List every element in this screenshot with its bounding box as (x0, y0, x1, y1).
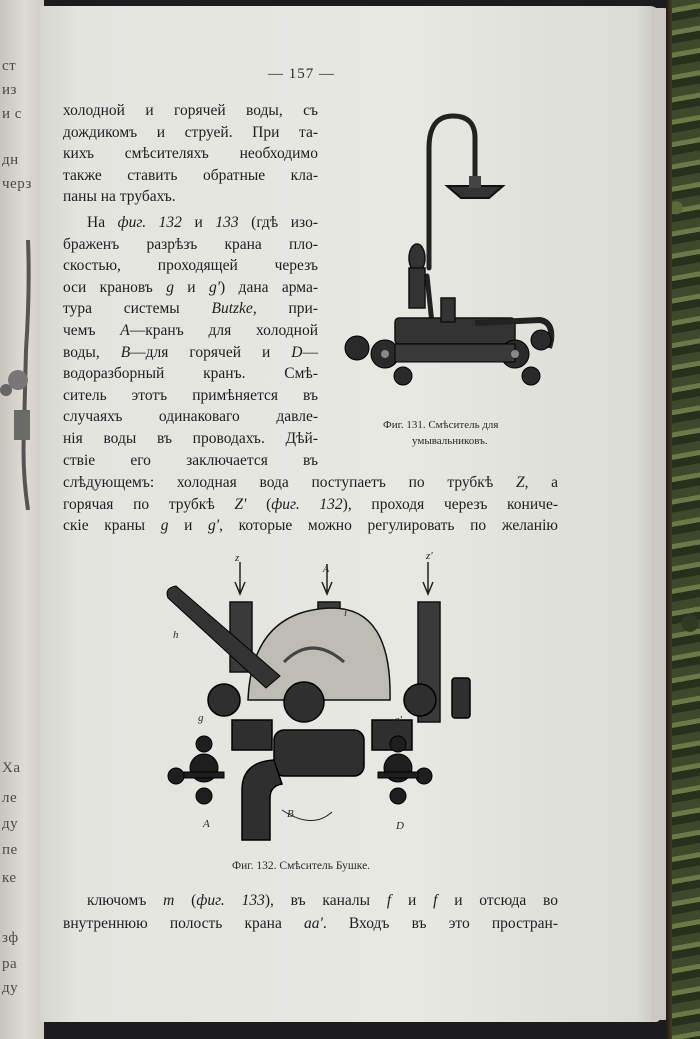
fig132-label-D: D (396, 820, 404, 832)
figure-131-illustration (335, 108, 565, 398)
previous-page-edge (0, 0, 44, 1039)
previous-page-fragment: и с (2, 106, 22, 122)
paragraph2-line: чемъ A—кранъ для холодной (63, 322, 318, 339)
previous-page-fragment: из (2, 82, 17, 98)
previous-page-fragment: ст (2, 58, 17, 74)
intro-line: холодной и горячей воды, съ (63, 102, 318, 119)
fig132-label-A: A (203, 818, 210, 830)
intro-line: кихъ смѣсителяхъ необходимо (63, 145, 318, 162)
fig132-label-i: i (344, 607, 348, 619)
paragraph2-line: воды, B—для горячей и D— (63, 343, 318, 361)
continuation-line: ключомъ m (фиг. 133), въ каналы f и f и отсюда во (87, 892, 558, 909)
figure-132-illustration (162, 550, 482, 850)
previous-page-fragment: ле (2, 790, 18, 806)
figure-131-caption-line1: Фиг. 131. Смѣситель для (383, 419, 499, 431)
paragraph2-line: скостью, проходящей черезъ (63, 257, 318, 275)
fig132-label-z-prime: z' (426, 550, 433, 562)
previous-page-fragment: зф (2, 930, 19, 946)
intro-line: также ставить обратные кла- (63, 166, 318, 184)
paragraph2-line: нiя воды въ проводахъ. Дѣй- (63, 430, 318, 447)
previous-page-fragment: ке (2, 870, 17, 886)
body-line: скiе краны g и g', которые можно регулировать по желанiю (63, 517, 558, 534)
previous-page-fragment: ра (2, 956, 18, 972)
intro-line: дождикомъ и струей. При та- (63, 123, 318, 141)
fig132-label-g: g (198, 712, 204, 724)
paragraph2-line: ситель этотъ примѣняется въ (63, 386, 318, 404)
continuation-line: внутреннюю полость крана aa'. Входъ въ это простран- (63, 915, 558, 932)
paragraph2-line: На фиг. 132 и 133 (гдѣ изо- (87, 214, 318, 231)
paragraph2-line: браженъ разрѣзъ крана пло- (63, 235, 318, 253)
paragraph2-line: тура системы Butzke, при- (63, 300, 318, 318)
intro-line: паны на трубахъ. (63, 188, 176, 205)
previous-page-fragment: ду (2, 980, 19, 996)
previous-page-fragment: пе (2, 842, 18, 858)
fig132-label-g-prime: g' (394, 714, 402, 726)
fig132-label-B: B (287, 808, 294, 820)
body-line: горячая по трубкѣ Z' (фиг. 132), проходя черезъ кониче- (63, 495, 558, 513)
fig132-label-h: h (173, 629, 179, 641)
fig132-label-center: A (323, 564, 330, 575)
paragraph2-line: водоразборный кранъ. Смѣ- (63, 365, 318, 383)
paragraph2-line: случаяхъ одинаковаго давле- (63, 408, 318, 426)
previous-page-fragment: ду (2, 816, 19, 832)
previous-page-fragment: Xa (2, 760, 21, 776)
paragraph2-line: оси крановъ g и g') дана арма- (63, 278, 318, 296)
previous-page-fragment: дн (2, 152, 19, 168)
figure-131-caption-line2: умывальниковъ. (412, 435, 488, 447)
body-line: слѣдующемъ: холодная вода поступаетъ по трубкѣ Z, а (63, 474, 559, 491)
fig132-label-z: z (235, 552, 240, 564)
previous-page-fragment: черз (2, 176, 32, 192)
page-number: — 157 — (268, 66, 335, 82)
book-cover (666, 0, 700, 1039)
figure-132-caption: Фиг. 132. Смѣситель Бушке. (232, 860, 371, 872)
paragraph2-line: ствiе его заключается въ (63, 451, 318, 469)
previous-page-illustration (0, 230, 40, 520)
